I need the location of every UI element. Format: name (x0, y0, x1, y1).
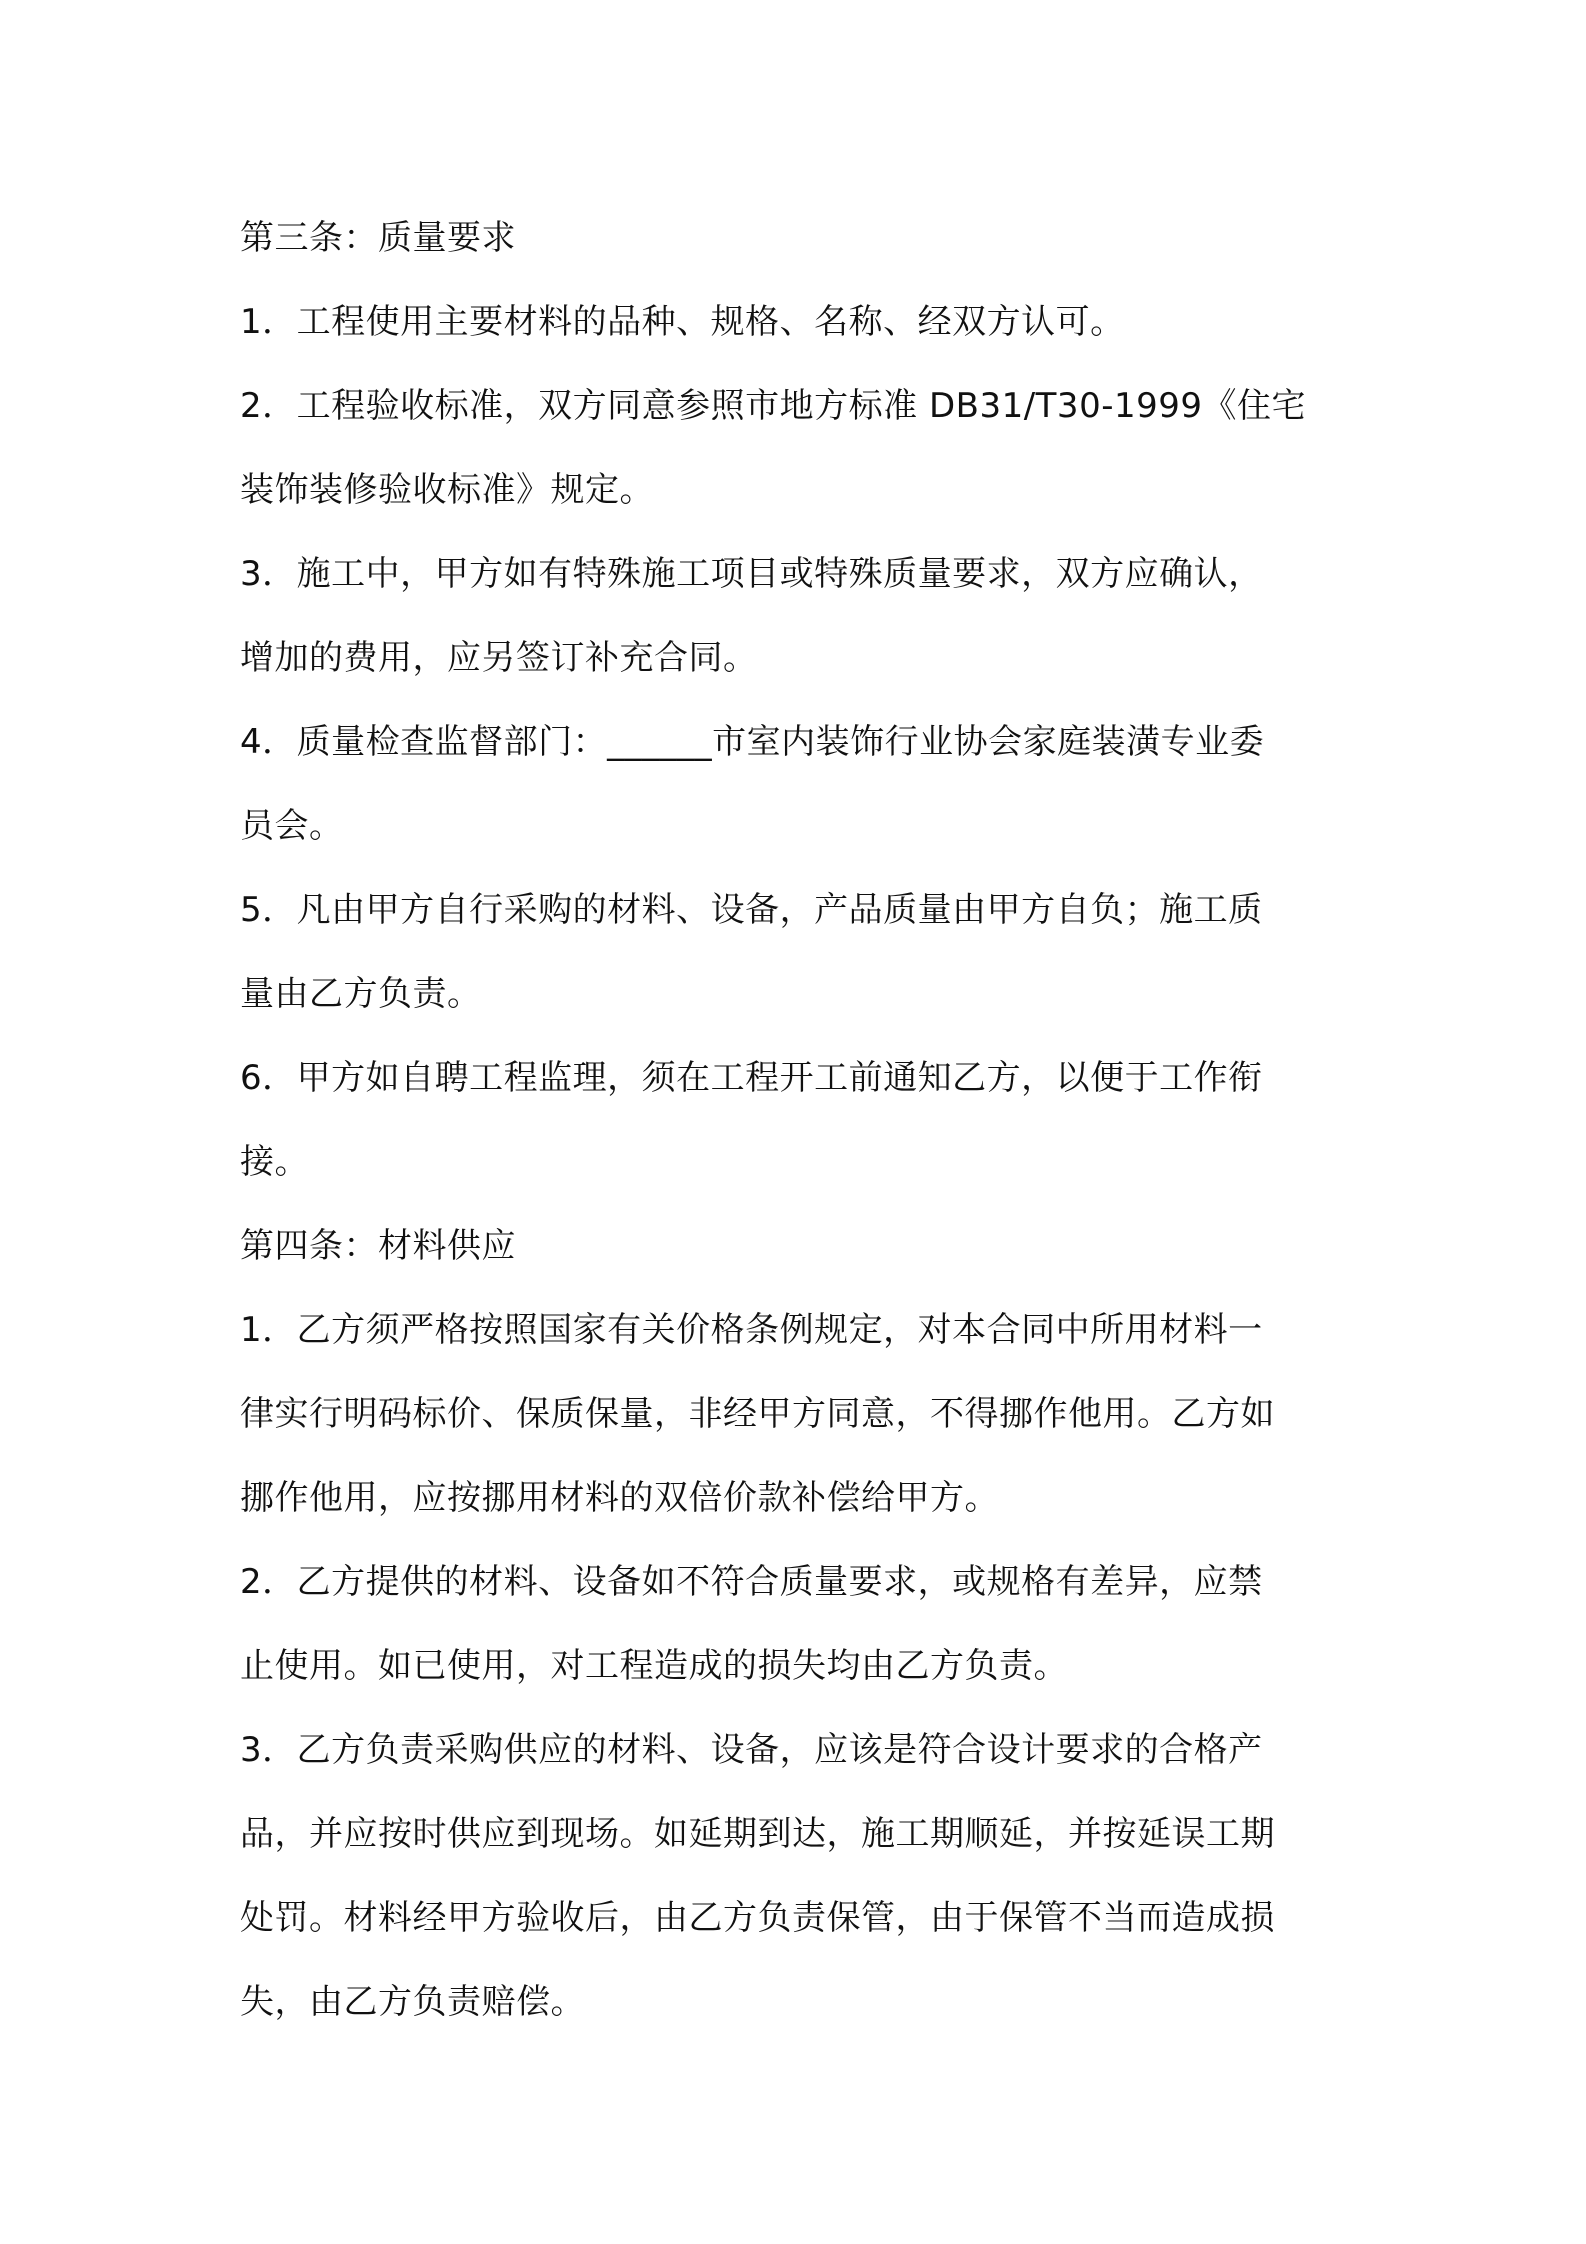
section-heading-article-4: 第四条：材料供应 (240, 1226, 516, 1266)
text-line: 2．工程验收标准，双方同意参照市地方标准 DB31/T30-1999《住宅 (240, 386, 1306, 426)
text-line: 挪作他用，应按挪用材料的双倍价款补偿给甲方。 (240, 1478, 999, 1518)
text-line: 3．施工中，甲方如有特殊施工项目或特殊质量要求，双方应确认， (240, 554, 1263, 594)
text-line: 接。 (240, 1142, 309, 1182)
text-line: 2．乙方提供的材料、设备如不符合质量要求，或规格有差异，应禁 (240, 1562, 1263, 1602)
text-line: 律实行明码标价、保质保量，非经甲方同意，不得挪作他用。乙方如 (240, 1394, 1275, 1434)
text-line: 量由乙方负责。 (240, 974, 482, 1014)
text-line: 3．乙方负责采购供应的材料、设备，应该是符合设计要求的合格产 (240, 1730, 1263, 1770)
text-line: 1．工程使用主要材料的品种、规格、名称、经双方认可。 (240, 302, 1125, 342)
text-line: 品，并应按时供应到现场。如延期到达，施工期顺延，并按延误工期 (240, 1814, 1275, 1854)
text-line: 处罚。材料经甲方验收后，由乙方负责保管，由于保管不当而造成损 (240, 1898, 1275, 1938)
document-body (240, 196, 1360, 2044)
text-line: 4．质量检查监督部门：______市室内装饰行业协会家庭装潢专业委 (240, 722, 1265, 762)
text-line: 装饰装修验收标准》规定。 (240, 470, 654, 510)
text-line: 5．凡由甲方自行采购的材料、设备，产品质量由甲方自负；施工质 (240, 890, 1263, 930)
section-heading-article-3: 第三条：质量要求 (240, 218, 516, 258)
text-line: 增加的费用，应另签订补充合同。 (240, 638, 758, 678)
text-line: 失，由乙方负责赔偿。 (240, 1982, 585, 2022)
text-line: 止使用。如已使用，对工程造成的损失均由乙方负责。 (240, 1646, 1068, 1686)
text-line: 1．乙方须严格按照国家有关价格条例规定，对本合同中所用材料一 (240, 1310, 1263, 1350)
text-line: 员会。 (240, 806, 344, 846)
text-line: 6．甲方如自聘工程监理，须在工程开工前通知乙方，以便于工作衔 (240, 1058, 1263, 1098)
